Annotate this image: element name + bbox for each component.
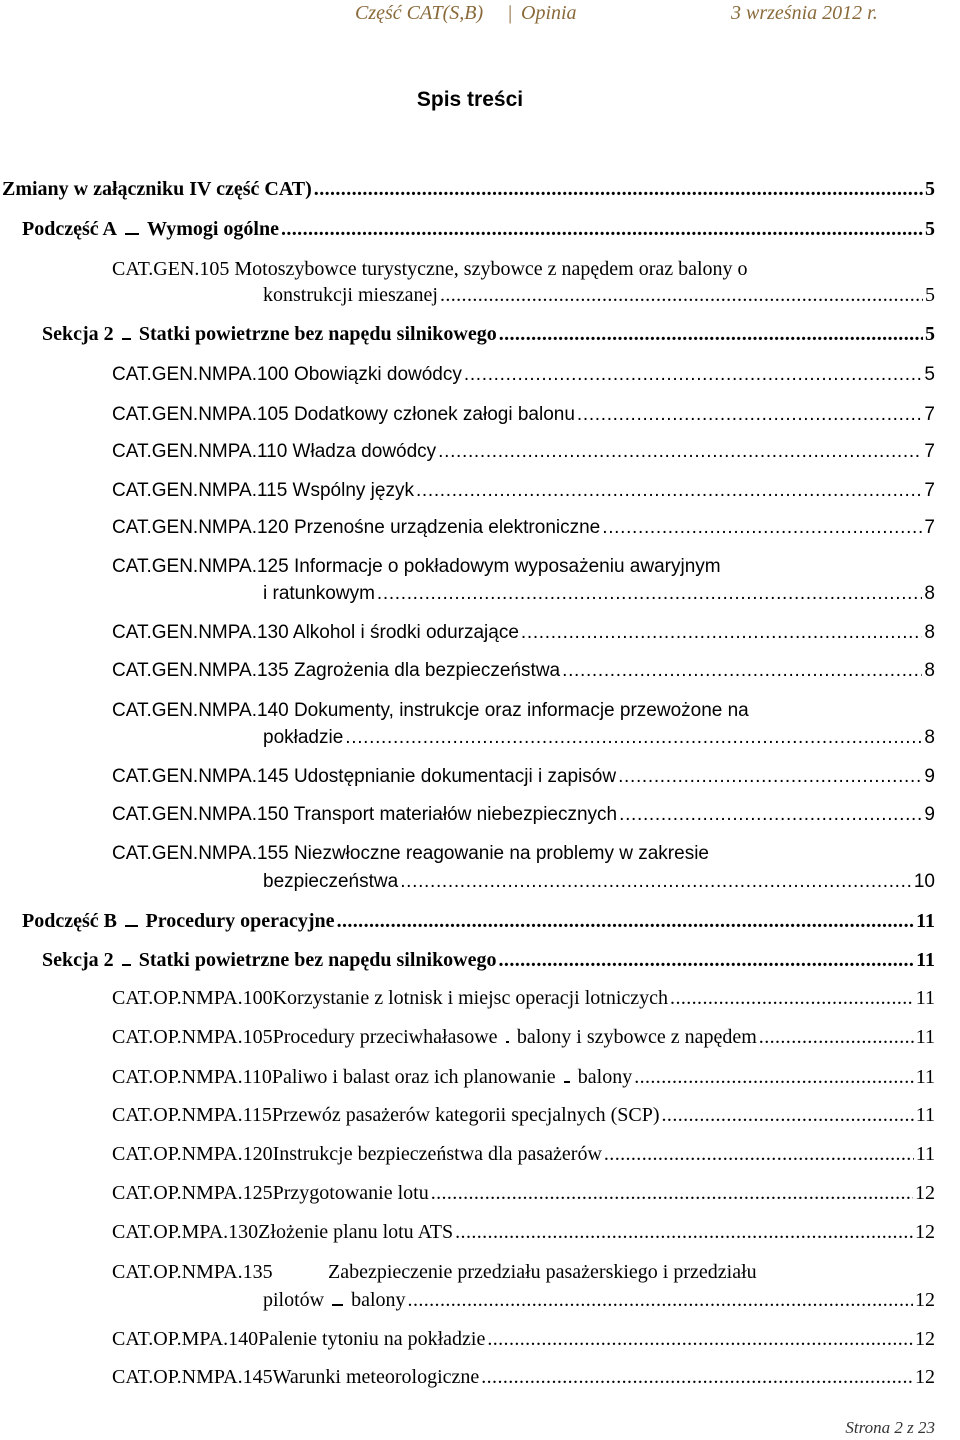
toc-page: 9 — [924, 804, 935, 825]
toc-entry[interactable]: CAT.OP.MPA.130 Złożenie planu lotu ATS . . . 12 — [112, 1221, 935, 1244]
toc-entry[interactable]: konstrukcji mieszanej . . . 5 — [263, 284, 935, 307]
dot-leader — [400, 871, 912, 893]
toc-page: 7 — [924, 517, 935, 538]
toc-page: 12 — [915, 1289, 935, 1311]
toc-page: 8 — [924, 660, 935, 681]
toc-entry[interactable]: bezpieczeństwa . . . 10 — [263, 871, 935, 893]
dash — [125, 233, 139, 235]
dash — [332, 1304, 343, 1306]
toc-page: 5 — [925, 284, 935, 306]
toc-entry[interactable]: Zmiany w załączniku IV część CAT) . . . 5 — [2, 178, 935, 201]
toc-page: 7 — [924, 404, 935, 425]
toc-entry[interactable]: Sekcja 2 Statki powietrzne bez napędu silnikowego . . . 5 — [42, 323, 935, 346]
toc-page: 7 — [924, 441, 935, 462]
dash — [122, 964, 131, 966]
dot-leader — [634, 1066, 914, 1089]
toc-entry[interactable]: CAT.GEN.NMPA.145 Udostępnianie dokumentacji i zapisów . . . 9 — [112, 766, 935, 788]
toc-entry[interactable]: CAT.OP.NMPA.100 Korzystanie z lotnisk i miejsc operacji lotniczych . . . 11 — [112, 987, 935, 1010]
toc-entry[interactable]: CAT.OP.NMPA.145 Warunki meteorologiczne . . . 12 — [112, 1366, 935, 1389]
toc-entry-line1[interactable]: CAT.GEN.NMPA.155 Niezwłoczne reagowanie na problemy w zakresie — [112, 843, 709, 864]
toc-entry-line1[interactable]: CAT.GEN.NMPA.140 Dokumenty, instrukcje oraz informacje przewożone na — [112, 700, 749, 721]
dot-leader — [464, 364, 923, 386]
toc-page: 8 — [924, 727, 935, 748]
dot-leader — [337, 910, 915, 933]
toc-entry[interactable]: i ratunkowym . . . 8 — [263, 583, 935, 605]
toc-page: 10 — [913, 871, 935, 892]
toc-page: 5 — [925, 178, 935, 200]
dot-leader — [481, 1366, 913, 1389]
dot-leader — [314, 178, 923, 201]
toc-page: 8 — [924, 622, 935, 643]
toc-page: 8 — [924, 583, 935, 604]
toc-page: 12 — [915, 1328, 935, 1350]
toc-page: 11 — [915, 1026, 935, 1048]
toc-entry-line1[interactable]: CAT.GEN.105 Motoszybowce turystyczne, szybowce z napędem oraz balony o — [112, 258, 748, 280]
toc-page: 5 — [925, 218, 935, 240]
dot-leader — [499, 949, 915, 972]
dot-leader — [281, 218, 923, 241]
toc-entry[interactable]: CAT.OP.MPA.140 Palenie tytoniu na pokładzie . . . 12 — [112, 1328, 935, 1351]
toc-entry[interactable]: CAT.GEN.NMPA.120 Przenośne urządzenia elektroniczne . . . 7 — [112, 517, 935, 539]
dot-leader — [562, 660, 922, 682]
dash — [125, 925, 138, 927]
page-footer: Strona 2 z 23 — [845, 1418, 935, 1437]
toc-page: 9 — [924, 766, 935, 787]
toc-entry[interactable]: CAT.GEN.NMPA.115 Wspólny język . . . 7 — [112, 480, 935, 502]
toc-page: 11 — [916, 910, 935, 932]
dot-leader — [521, 622, 923, 644]
page-header — [355, 0, 935, 30]
toc-entry-line1[interactable]: CAT.GEN.NMPA.125 Informacje o pokładowym wyposażeniu awaryjnym — [112, 556, 721, 577]
toc-page: 11 — [916, 949, 935, 971]
dot-leader — [662, 1104, 914, 1127]
dot-leader — [431, 1182, 913, 1205]
toc-entry[interactable]: CAT.GEN.NMPA.135 Zagrożenia dla bezpieczeństwa . . . 8 — [112, 660, 935, 682]
toc-page: 12 — [915, 1221, 935, 1243]
toc-page: 12 — [915, 1182, 935, 1204]
dot-leader — [487, 1328, 913, 1351]
dot-leader — [416, 480, 922, 502]
toc-page: 11 — [915, 1143, 935, 1165]
dot-leader — [408, 1289, 913, 1312]
toc-entry[interactable]: Podczęść B Procedury operacyjne . . . 11 — [22, 910, 935, 933]
dot-leader — [377, 583, 923, 605]
toc-entry[interactable]: Sekcja 2 Statki powietrzne bez napędu silnikowego . . . 11 — [42, 949, 935, 972]
dash — [564, 1081, 570, 1083]
dot-leader — [670, 987, 914, 1010]
dot-leader — [440, 284, 923, 307]
toc-page: 5 — [924, 364, 935, 385]
dot-leader — [577, 404, 923, 426]
toc-page: 11 — [915, 1104, 935, 1126]
dash — [506, 1041, 509, 1043]
toc-page: 11 — [915, 987, 935, 1009]
toc-entry-line1[interactable]: CAT.OP.NMPA.135 Zabezpieczenie przedziału pasażerskiego i przedziału — [112, 1261, 757, 1283]
header-doc: Część CAT(S,B) — [355, 2, 484, 24]
header-type: Opinia — [521, 2, 577, 24]
toc-page: 12 — [915, 1366, 935, 1388]
dot-leader — [602, 517, 922, 539]
dot-leader — [455, 1221, 913, 1244]
toc-page: 11 — [915, 1066, 935, 1088]
toc-entry[interactable]: pilotów balony . . . 12 — [263, 1289, 935, 1312]
toc-entry[interactable]: CAT.GEN.NMPA.100 Obowiązki dowódcy . . . 5 — [112, 364, 935, 386]
toc-entry[interactable]: CAT.OP.NMPA.115 Przewóz pasażerów kategorii specjalnych (SCP) . . . 11 — [112, 1104, 935, 1127]
dot-leader — [345, 727, 922, 749]
toc-entry[interactable]: CAT.GEN.NMPA.150 Transport materiałów niebezpiecznych . . . 9 — [112, 804, 935, 826]
dot-leader — [499, 323, 923, 346]
toc-entry[interactable]: Podczęść A Wymogi ogólne . . . 5 — [22, 218, 935, 241]
toc-entry[interactable]: CAT.OP.NMPA.120 Instrukcje bezpieczeństwa dla pasażerów . . . 11 — [112, 1143, 935, 1166]
header-date: 3 września 2012 r. — [731, 2, 878, 24]
toc-entry[interactable]: CAT.GEN.NMPA.105 Dodatkowy członek załogi balonu . . . 7 — [112, 404, 935, 426]
toc-entry[interactable]: pokładzie . . . 8 — [263, 727, 935, 749]
dot-leader — [759, 1026, 914, 1049]
toc-page: 7 — [924, 480, 935, 501]
dot-leader — [438, 441, 922, 463]
toc-page: 5 — [925, 323, 935, 345]
toc-entry[interactable]: CAT.OP.NMPA.110 Paliwo i balast oraz ich planowanie balony . . . 11 — [112, 1066, 935, 1089]
toc-entry[interactable]: CAT.GEN.NMPA.130 Alkohol i środki odurzające . . . 8 — [112, 622, 935, 644]
toc-entry[interactable]: CAT.GEN.NMPA.110 Władza dowódcy . . . 7 — [112, 441, 935, 463]
header-separator: | — [507, 2, 513, 24]
dash — [122, 338, 131, 340]
toc-title: Spis treści — [416, 88, 524, 111]
toc-entry[interactable]: CAT.OP.NMPA.125 Przygotowanie lotu . . . 12 — [112, 1182, 935, 1205]
dot-leader — [618, 766, 922, 788]
dot-leader — [619, 804, 922, 826]
dot-leader — [604, 1143, 914, 1166]
toc-entry[interactable]: CAT.OP.NMPA.105 Procedury przeciwhałasowe balony i szybowce z napędem . . . 11 — [112, 1026, 935, 1049]
